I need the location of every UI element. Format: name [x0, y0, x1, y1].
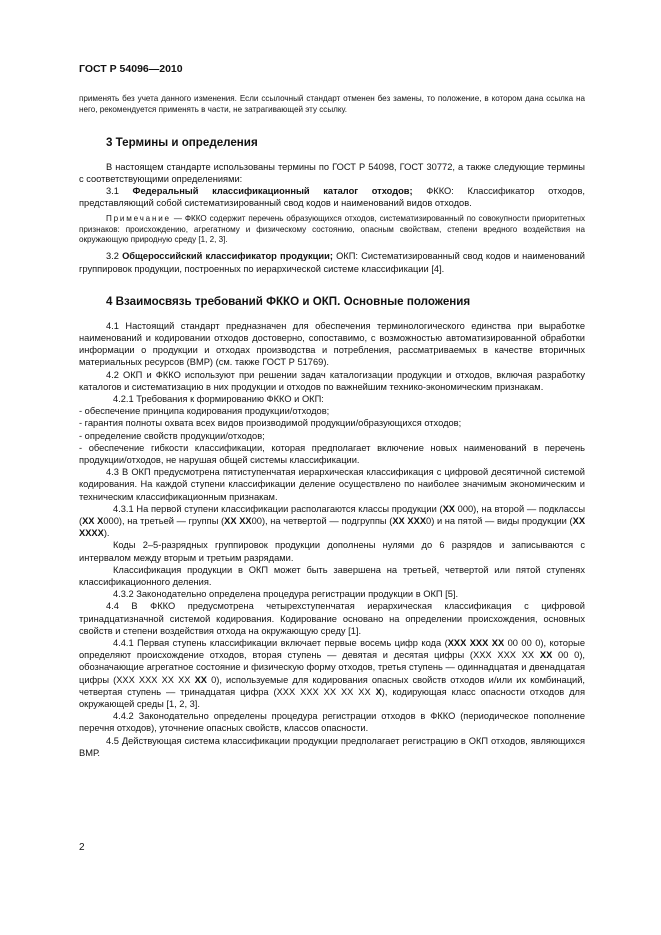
paragraph-4-1: 4.1 Настоящий стандарт предназначен для обеспечения терминологического единства при выработке наименований и кодировании отходов достоверно, сопоставимо, с возможностью автоматизированной обработки информации о продукции и отходах производства и потребления, рассматриваемых в качестве вторичных материальных ресурсов (ВМР) (см. также ГОСТ Р 51769). [79, 320, 585, 368]
list-item: - определение свойств продукции/отходов; [79, 430, 265, 441]
paragraph-4-4-1: 4.4.1 Первая ступень классификации включает первые восемь цифр кода (ХХХ ХХХ ХХ 00 00 0), которые определяют происхождение отходов, вторая ступень — девятая и десятая цифры (ХХХ ХХХ ХХ ХХ 00 0), обозначающие агрегатное состояние и физическую форму отходов, третья ступень — одиннадцатая и двенадцатая цифры (ХХХ ХХХ ХХ ХХ ХХ 0), используемые для кодирования опасных свойств отходов и/или их комбинаций, четвертая ступень — тринадцатая цифра (ХХХ ХХХ ХХ ХХ ХХ Х), кодирующая класс опасности отходов для окружающей среды [1, 2, 3]. [79, 638, 585, 710]
paragraph-4-3-2: 4.3.2 Законодательно определена процедура регистрации продукции в ОКП [5]. [113, 589, 459, 600]
term-3-2-name: Общероссийский классификатор продукции; [122, 251, 333, 262]
paragraph-4-3-1: 4.3.1 На первой ступени классификации располагаются классы продукции (ХХ 000), на второй — подклассы (ХХ Х000), на третьей — группы (ХХ ХХ00), на четвертой — подгруппы (ХХ ХХХ0) и на пятой — виды продукции (ХХ ХХХХ). [79, 503, 586, 539]
section-3-title: 3 Термины и определения [106, 135, 258, 149]
page-content [79, 94, 585, 759]
term-3-2: 3.2 Общероссийский классификатор продукции; ОКП: Систематизированный свод кодов и наименований группировок продукции, построенных по иерархической системе классификации [4]. [79, 251, 585, 274]
list-item: - обеспечение гибкости классификации, которая предполагает включение новых наименований в перечень продукции/отходов, не нарушая общей системы классификации. [79, 442, 585, 465]
paragraph-classification: Классификация продукции в ОКП может быть завершена на третьей, четвертой или пятой ступенях классификационного деления. [79, 564, 585, 588]
paragraph-4-4-2: 4.4.2 Законодательно определены процедура регистрации отходов в ФККО (периодическое пополнение перечня отходов), уточнение опасных свойств, классов опасности. [79, 711, 585, 734]
intro-paragraph: применять без учета данного изменения. Если ссылочный стандарт отменен без замены, то положение, в котором дана ссылка на него, рекомендуется применять в части, не затрагивающей эту ссылку. [79, 94, 585, 114]
paragraph-4-2-1: 4.2.1 Требования к формированию ФККО и ОКП: [113, 393, 324, 404]
note-paragraph: Примечание — ФККО содержит перечень образующихся отходов, систематизированный по совокупности приоритетных признаков: происхождению, агрегатному и физическому состоянию, опасным свойствам, степени вредного воздействия на окружающую природную среду [1, 2, 3]. [79, 213, 585, 245]
note-label: Примечание [106, 213, 171, 223]
paragraph-4-5: 4.5 Действующая система классификации продукции предполагает регистрацию в ОКП отходов, являющихся ВМР. [79, 735, 585, 758]
list-item: - обеспечение принципа кодирования продукции/отходов; [79, 406, 330, 417]
paragraph-4-2: 4.2 ОКП и ФККО используют при решении задач каталогизации продукции и отходов, включая разработку каталогов и систематизацию в них продукции и отходов по важнейшим технико-экономическим признакам. [79, 369, 585, 392]
paragraph-4-4: 4.4 В ФККО предусмотрена четырехступенчатая иерархическая классификация с цифровой тринадцатизначной системой кодирования. Кодирование основано на определении происхождения, основных свойств и степени воздействия отхода на окружающую среду [1]. [79, 601, 585, 636]
list-item: - гарантия полноты охвата всех видов производимой продукции/образующихся отходов; [79, 418, 462, 429]
document-header: ГОСТ Р 54096—2010 [79, 63, 183, 75]
paragraph-4-3: 4.3 В ОКП предусмотрена пятиступенчатая иерархическая классификация с цифровой десятичной системой кодирования. На каждой ступени классификации деление осуществлено по наиболее значимым экономическим и техническим классификационным признакам. [79, 467, 585, 502]
section-4-title: 4 Взаимосвязь требований ФККО и ОКП. Основные положения [106, 294, 471, 308]
term-3-1: 3.1 Федеральный классификационный каталог отходов; ФККО: Классификатор отходов, представляющий собой систематизированный свод кодов и наименований видов отходов. [79, 186, 585, 209]
section-3-intro: В настоящем стандарте использованы термины по ГОСТ Р 54098, ГОСТ 30772, а также следующие термины с соответствующими определениями: [79, 161, 585, 185]
term-3-1-name: Федеральный классификационный каталог отходов; [132, 186, 413, 197]
page-number: 2 [79, 842, 85, 853]
paragraph-codes: Коды 2–5-разрядных группировок продукции дополнены нулями до 6 разрядов и записываются с интервалом между вторым и третьим разрядами. [79, 540, 585, 563]
